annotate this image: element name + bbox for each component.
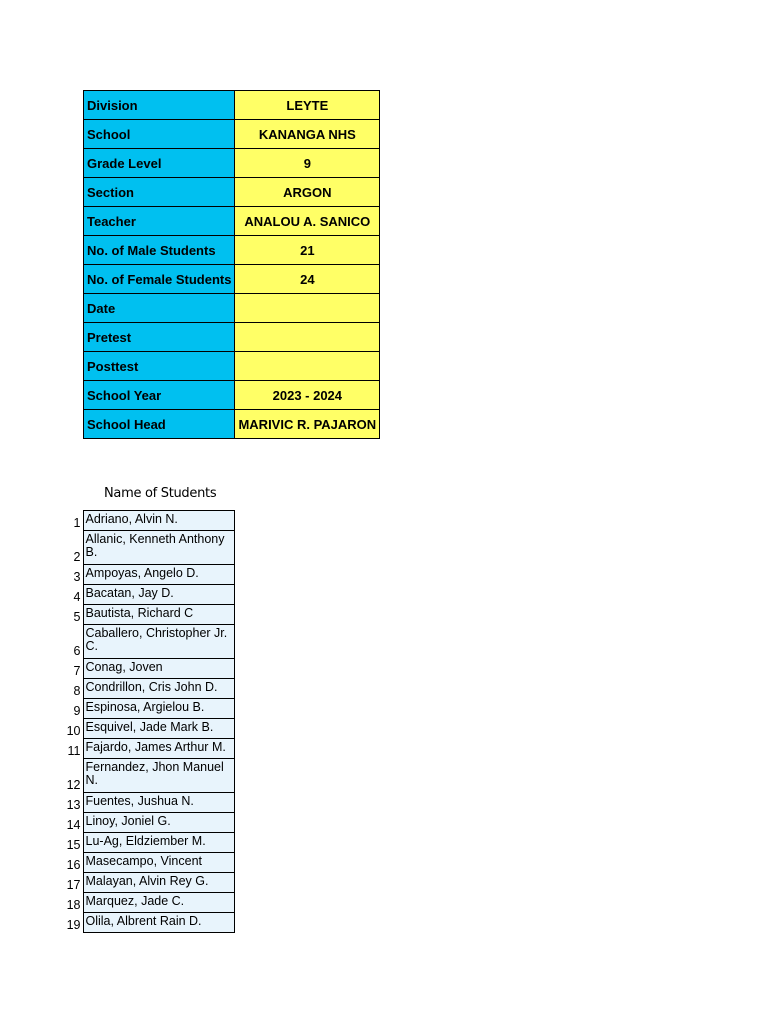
student-number: 3: [73, 569, 81, 584]
info-value: KANANGA NHS: [235, 120, 380, 149]
student-row: [58, 511, 234, 531]
info-row-male-students: [84, 236, 380, 265]
info-value: LEYTE: [235, 91, 380, 120]
student-row: [58, 531, 234, 565]
student-number: 15: [66, 837, 81, 852]
student-name: Espinosa, Argielou B.: [83, 699, 234, 719]
info-row-section: [84, 178, 380, 207]
student-name: Fernandez, Jhon Manuel N.: [83, 759, 234, 793]
student-number: 6: [73, 643, 81, 658]
student-row: [58, 793, 234, 813]
student-row: [58, 659, 234, 679]
info-row-posttest: [84, 352, 380, 381]
student-row: [58, 853, 234, 873]
student-name: Esquivel, Jade Mark B.: [83, 719, 234, 739]
student-number: 16: [66, 857, 81, 872]
info-row-school: [84, 120, 380, 149]
student-name: Adriano, Alvin N.: [83, 511, 234, 531]
student-number: 2: [73, 549, 81, 564]
student-number: 18: [66, 897, 81, 912]
student-name: Lu-Ag, Eldziember M.: [83, 833, 234, 853]
info-value: ARGON: [235, 178, 380, 207]
info-label: School Year: [84, 381, 235, 410]
info-value: MARIVIC R. PAJARON: [235, 410, 380, 439]
student-number: 17: [66, 877, 81, 892]
info-label: No. of Female Students: [84, 265, 235, 294]
student-row: [58, 893, 234, 913]
info-label: Date: [84, 294, 235, 323]
student-number: 8: [73, 683, 81, 698]
student-name: Allanic, Kenneth Anthony B.: [83, 531, 234, 565]
student-number: 4: [73, 589, 81, 604]
info-value: 9: [235, 149, 380, 178]
info-value: 21: [235, 236, 380, 265]
info-label: Section: [84, 178, 235, 207]
info-label: Pretest: [84, 323, 235, 352]
info-value: 2023 - 2024: [235, 381, 380, 410]
info-row-school-head: [84, 410, 380, 439]
info-label: Teacher: [84, 207, 235, 236]
student-number: 19: [66, 917, 81, 932]
student-name: Linoy, Joniel G.: [83, 813, 234, 833]
info-value: [235, 323, 380, 352]
class-info-table: [83, 90, 380, 439]
students-table: [58, 510, 235, 933]
student-row: [58, 813, 234, 833]
info-label: Grade Level: [84, 149, 235, 178]
student-row: [58, 739, 234, 759]
student-row: [58, 833, 234, 853]
student-number: 9: [73, 703, 81, 718]
info-label: School Head: [84, 410, 235, 439]
student-name: Condrillon, Cris John D.: [83, 679, 234, 699]
info-row-pretest: [84, 323, 380, 352]
student-name: Bautista, Richard C: [83, 605, 234, 625]
student-row: [58, 679, 234, 699]
info-label: Division: [84, 91, 235, 120]
student-name: Fajardo, James Arthur M.: [83, 739, 234, 759]
student-number: 12: [66, 777, 81, 792]
student-name: Caballero, Christopher Jr. C.: [83, 625, 234, 659]
students-caption: Name of Students: [104, 486, 217, 501]
info-label: Posttest: [84, 352, 235, 381]
student-row: [58, 585, 234, 605]
info-value: [235, 352, 380, 381]
student-name: Malayan, Alvin Rey G.: [83, 873, 234, 893]
info-row-female-students: [84, 265, 380, 294]
student-name: Olila, Albrent Rain D.: [83, 913, 234, 933]
student-row: [58, 873, 234, 893]
student-row: [58, 913, 234, 933]
student-row: [58, 565, 234, 585]
student-number: 7: [73, 663, 81, 678]
info-label: School: [84, 120, 235, 149]
student-number: 1: [73, 515, 81, 530]
student-row: [58, 605, 234, 625]
info-label: No. of Male Students: [84, 236, 235, 265]
info-row-grade-level: [84, 149, 380, 178]
student-row: [58, 759, 234, 793]
student-number: 11: [67, 743, 81, 758]
student-number: 14: [66, 817, 81, 832]
student-name: Ampoyas, Angelo D.: [83, 565, 234, 585]
student-name: Masecampo, Vincent: [83, 853, 234, 873]
info-value: 24: [235, 265, 380, 294]
student-name: Fuentes, Jushua N.: [83, 793, 234, 813]
info-row-division: [84, 91, 380, 120]
info-value: ANALOU A. SANICO: [235, 207, 380, 236]
student-name: Conag, Joven: [83, 659, 234, 679]
student-row: [58, 719, 234, 739]
student-row: [58, 699, 234, 719]
student-name: Marquez, Jade C.: [83, 893, 234, 913]
info-row-date: [84, 294, 380, 323]
student-number: 5: [73, 609, 81, 624]
student-number: 13: [66, 797, 81, 812]
info-value: [235, 294, 380, 323]
info-row-school-year: [84, 381, 380, 410]
student-name: Bacatan, Jay D.: [83, 585, 234, 605]
info-row-teacher: [84, 207, 380, 236]
student-row: [58, 625, 234, 659]
student-number: 10: [66, 723, 81, 738]
